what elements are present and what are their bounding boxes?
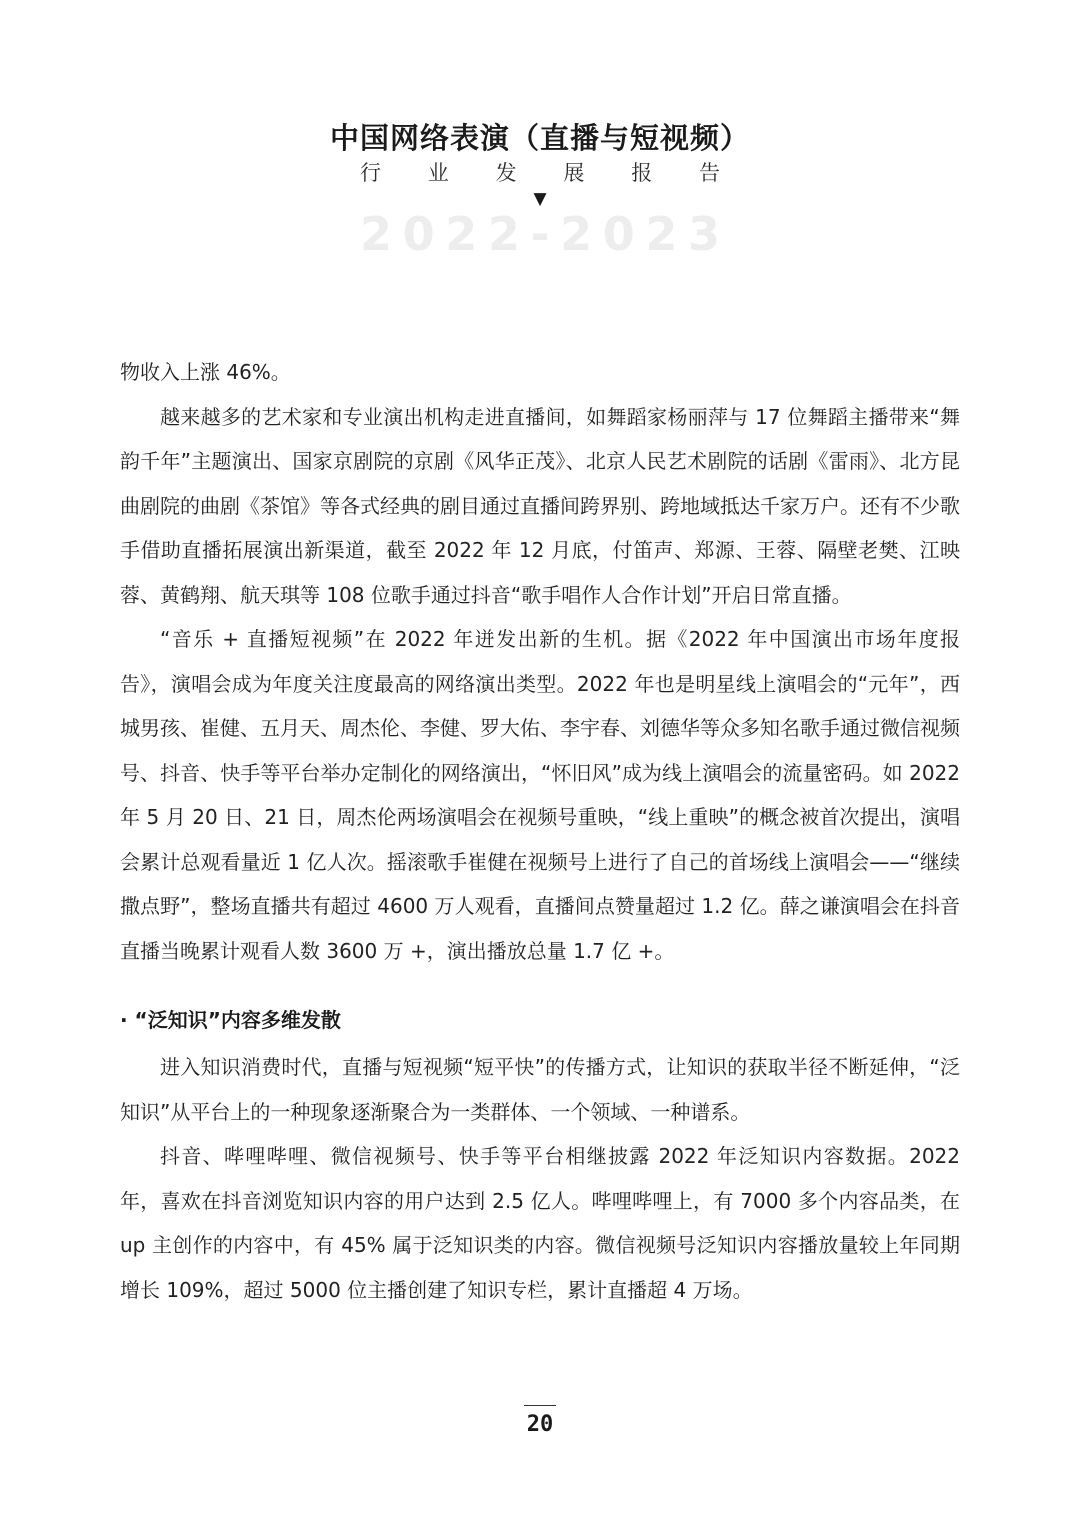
report-body: [120, 350, 960, 1312]
report-title: 中国网络表演（直播与短视频）: [329, 121, 750, 155]
section-heading: · “泛知识”内容多维发散: [120, 1008, 341, 1032]
subtitle-char: 告: [698, 161, 720, 185]
year-char: 2: [360, 207, 393, 261]
year-char: 0: [602, 207, 635, 261]
paragraph: 抖音、哔哩哔哩、微信视频号、快手等平台相继披露 2022 年泛知识内容数据。2022 年，喜欢在抖音浏览知识内容的用户达到 2.5 亿人。哔哩哔哩上，有 7000 多个内容品类，在 up 主创作的内容中，有 45% 属于泛知识类的内容。微信视频号泛知识内容播放量较上年同期增长 109%，超过 5000 位主播创建了知识专栏，累计直播超 4 万场。: [120, 1144, 960, 1302]
page-number: 20: [526, 1412, 554, 1437]
year-char: 2: [445, 207, 478, 261]
report-subtitle: [360, 158, 720, 188]
report-years-watermark: [360, 207, 720, 261]
year-char: 3: [687, 207, 720, 261]
subtitle-char: 发: [495, 161, 517, 185]
paragraph: 进入知识消费时代，直播与短视频“短平快”的传播方式，让知识的获取半径不断延伸，“泛知识”从平台上的一种现象逐渐聚合为一类群体、一个领域、一种谱系。: [120, 1055, 960, 1124]
subtitle-char: 行: [360, 161, 381, 185]
paragraph: 越来越多的艺术家和专业演出机构走进直播间，如舞蹈家杨丽萍与 17 位舞蹈主播带来“舞韵千年”主题演出、国家京剧院的京剧《风华正茂》、北京人民艺术剧院的话剧《雷雨》、北方昆曲剧院的曲剧《茶馆》等各式经典的剧目通过直播间跨界别、跨地域抵达千家万户。还有不少歌手借助直播拓展演出新渠道，截至 2022 年 12 月底，付笛声、郑源、王蓉、隔壁老樊、江映蓉、黄鹤翔、航天琪等 108 位歌手通过抖音“歌手唱作人合作计划”开启日常直播。: [120, 404, 960, 607]
page-number-rule: [524, 1405, 556, 1406]
year-char: 2: [645, 207, 678, 261]
year-char: 2: [560, 207, 593, 261]
page-footer: [0, 1405, 1080, 1437]
subtitle-char: 报: [631, 161, 653, 185]
report-header: [0, 118, 1080, 261]
paragraph: 物收入上涨 46%。: [120, 360, 291, 384]
subtitle-char: 展: [563, 161, 585, 185]
triangle-down-icon: ▼: [533, 189, 547, 209]
year-char: -: [530, 207, 550, 261]
subtitle-char: 业: [427, 161, 449, 185]
year-char: 0: [402, 207, 435, 261]
paragraph: “音乐 + 直播短视频”在 2022 年迸发出新的生机。据《2022 年中国演出市场年度报告》，演唱会成为年度关注度最高的网络演出类型。2022 年也是明星线上演唱会的“元年”，西城男孩、崔健、五月天、周杰伦、李健、罗大佑、李宇春、刘德华等众多知名歌手通过微信视频号、抖音、快手等平台举办定制化的网络演出，“怀旧风”成为线上演唱会的流量密码。如 2022 年 5 月 20 日、21 日，周杰伦两场演唱会在视频号重映，“线上重映”的概念被首次提出，演唱会累计总观看量近 1 亿人次。摇滚歌手崔健在视频号上进行了自己的首场线上演唱会——“继续撒点野”，整场直播共有超过 4600 万人观看，直播间点赞量超过 1.2 亿。薛之谦演唱会在抖音直播当晚累计观看人数 3600 万 +，演出播放总量 1.7 亿 +。: [120, 627, 960, 963]
year-char: 2: [487, 207, 520, 261]
